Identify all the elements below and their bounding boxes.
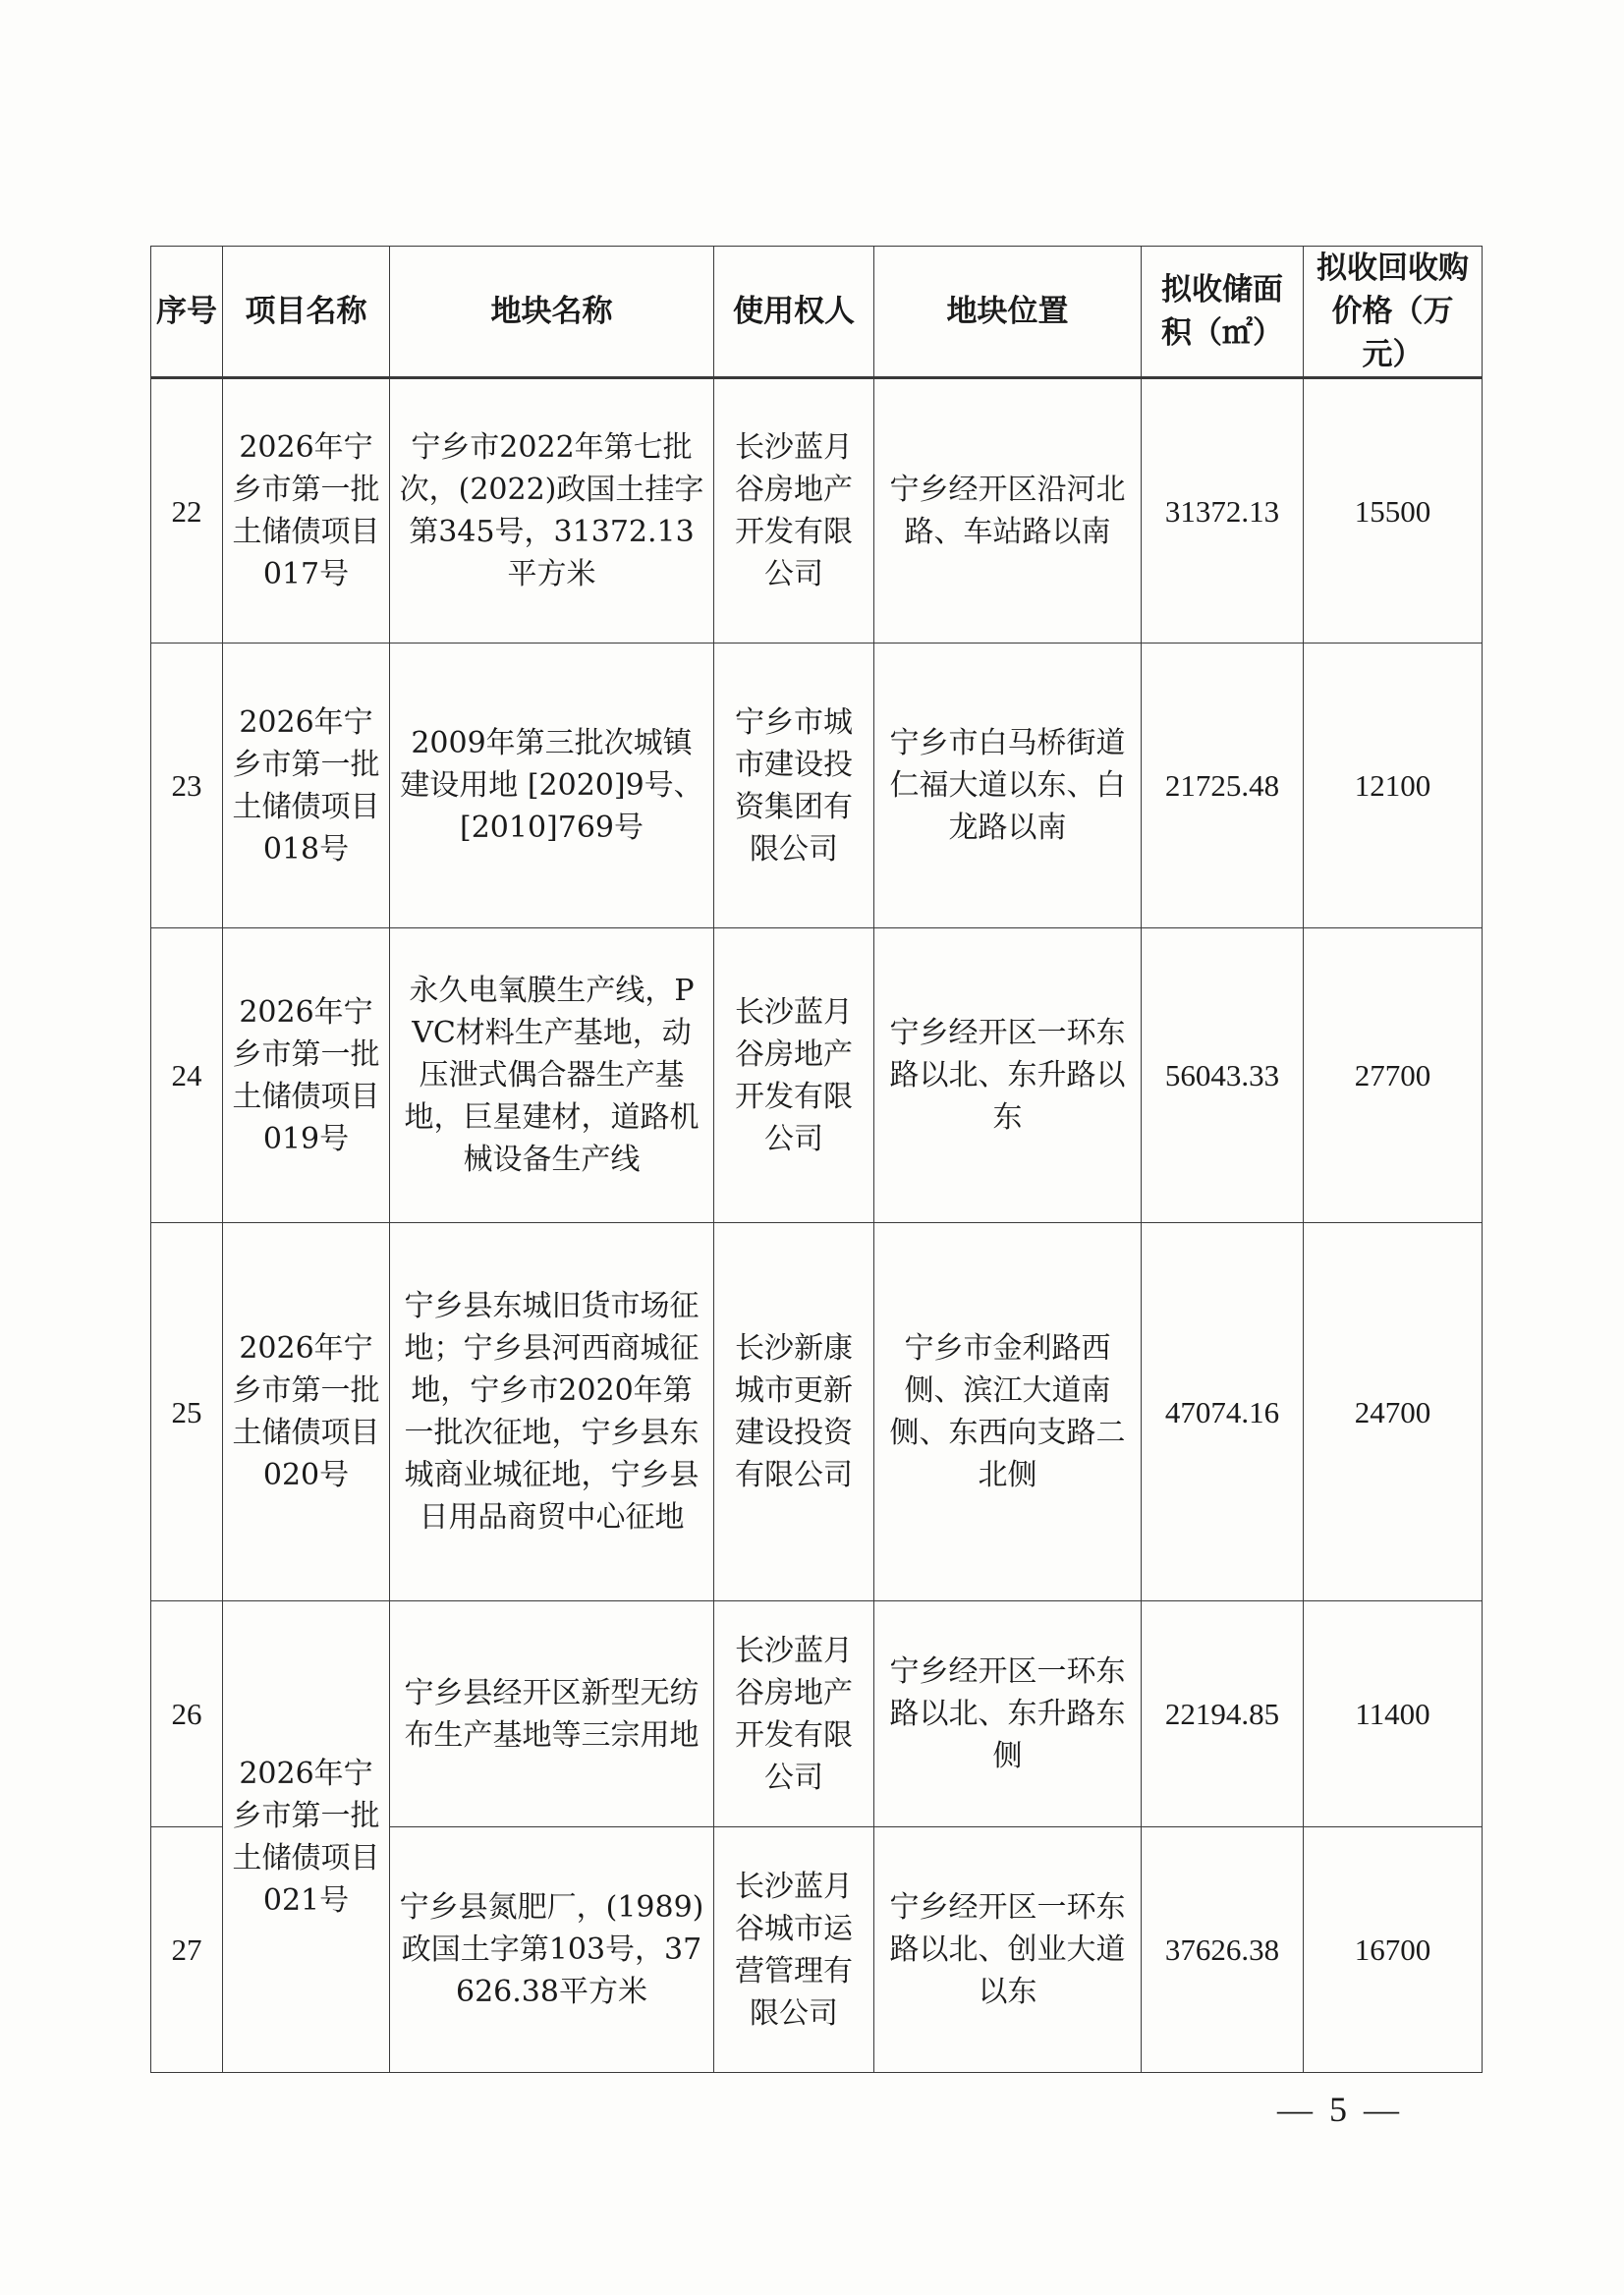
table-row: [151, 378, 1483, 644]
cell-seq: 25: [151, 1223, 223, 1601]
table-row: [151, 1601, 1483, 1827]
cell-owner: 长沙蓝月谷城市运营管理有限公司: [714, 1827, 874, 2073]
page-number: — 5 —: [1277, 2090, 1403, 2129]
cell-area: 31372.13: [1142, 378, 1304, 644]
cell-parcel-name: 宁乡县氮肥厂，(1989)政国土字第103号，37626.38平方米: [390, 1827, 714, 2073]
land-reserve-table: [150, 246, 1483, 2073]
header-seq: 序号: [151, 247, 223, 378]
cell-parcel-name: 宁乡市2022年第七批次，(2022)政国土挂字第345号，31372.13平方米: [390, 378, 714, 644]
cell-seq: 24: [151, 928, 223, 1223]
cell-project-name: 2026年宁乡市第一批土储债项目020号: [223, 1223, 390, 1601]
cell-parcel-name: 永久电氧膜生产线，PVC材料生产基地，动压泄式偶合器生产基地，巨星建材，道路机械设备生产线: [390, 928, 714, 1223]
cell-price: 16700: [1304, 1827, 1483, 2073]
table-row: [151, 1223, 1483, 1601]
cell-price: 24700: [1304, 1223, 1483, 1601]
header-owner: 使用权人: [714, 247, 874, 378]
header-price: 拟收回收购价格（万元）: [1304, 247, 1483, 378]
cell-area: 47074.16: [1142, 1223, 1304, 1601]
cell-location: 宁乡市金利路西侧、滨江大道南侧、东西向支路二北侧: [874, 1223, 1142, 1601]
cell-price: 27700: [1304, 928, 1483, 1223]
header-parcel-name: 地块名称: [390, 247, 714, 378]
cell-seq: 27: [151, 1827, 223, 2073]
cell-project-name: 2026年宁乡市第一批土储债项目019号: [223, 928, 390, 1223]
cell-area: 37626.38: [1142, 1827, 1304, 2073]
table-header-row: [151, 247, 1483, 378]
cell-owner: 长沙蓝月谷房地产开发有限公司: [714, 1601, 874, 1827]
cell-seq: 26: [151, 1601, 223, 1827]
cell-seq: 22: [151, 378, 223, 644]
cell-location: 宁乡经开区沿河北路、车站路以南: [874, 378, 1142, 644]
cell-area: 22194.85: [1142, 1601, 1304, 1827]
cell-parcel-name: 宁乡县东城旧货市场征地；宁乡县河西商城征地，宁乡市2020年第一批次征地，宁乡县东城商业城征地，宁乡县日用品商贸中心征地: [390, 1223, 714, 1601]
cell-location: 宁乡经开区一环东路以北、东升路东侧: [874, 1601, 1142, 1827]
cell-project-name: 2026年宁乡市第一批土储债项目017号: [223, 378, 390, 644]
cell-location: 宁乡经开区一环东路以北、创业大道以东: [874, 1827, 1142, 2073]
cell-area: 56043.33: [1142, 928, 1304, 1223]
cell-price: 15500: [1304, 378, 1483, 644]
cell-owner: 长沙蓝月谷房地产开发有限公司: [714, 928, 874, 1223]
cell-area: 21725.48: [1142, 644, 1304, 928]
header-project-name: 项目名称: [223, 247, 390, 378]
header-area: 拟收储面积（㎡）: [1142, 247, 1304, 378]
header-location: 地块位置: [874, 247, 1142, 378]
cell-price: 11400: [1304, 1601, 1483, 1827]
cell-owner: 长沙蓝月谷房地产开发有限公司: [714, 378, 874, 644]
table-row: [151, 928, 1483, 1223]
cell-project-name: 2026年宁乡市第一批土储债项目018号: [223, 644, 390, 928]
cell-seq: 23: [151, 644, 223, 928]
cell-owner: 宁乡市城市建设投资集团有限公司: [714, 644, 874, 928]
cell-project-name: 2026年宁乡市第一批土储债项目021号: [223, 1601, 390, 2073]
cell-location: 宁乡经开区一环东路以北、东升路以东: [874, 928, 1142, 1223]
cell-parcel-name: 宁乡县经开区新型无纺布生产基地等三宗用地: [390, 1601, 714, 1827]
table-row: [151, 644, 1483, 928]
cell-owner: 长沙新康城市更新建设投资有限公司: [714, 1223, 874, 1601]
cell-parcel-name: 2009年第三批次城镇建设用地 [2020]9号、[2010]769号: [390, 644, 714, 928]
cell-location: 宁乡市白马桥街道仁福大道以东、白龙路以南: [874, 644, 1142, 928]
cell-price: 12100: [1304, 644, 1483, 928]
